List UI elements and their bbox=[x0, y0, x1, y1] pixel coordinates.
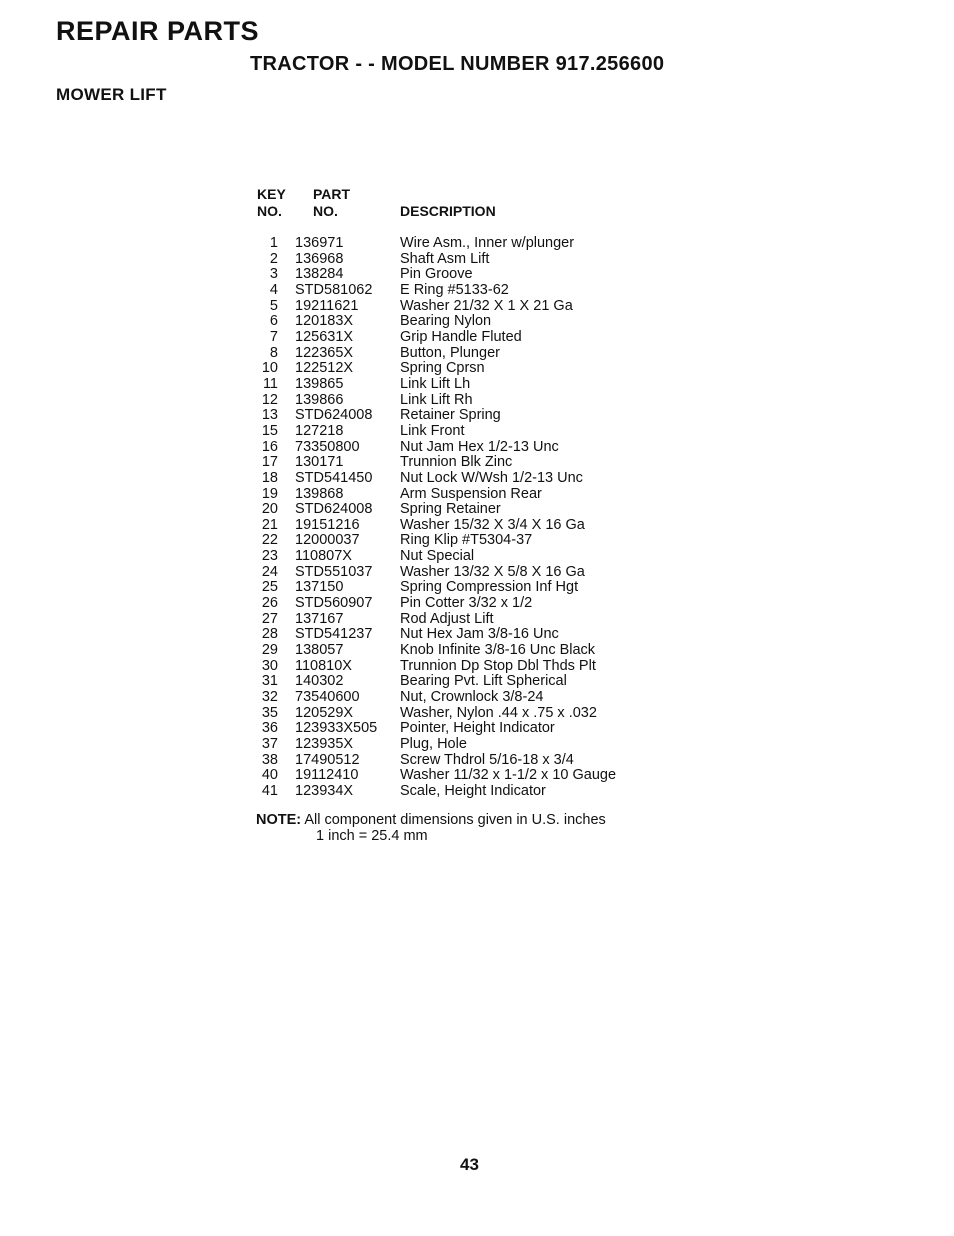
part-no-cell: 140302 bbox=[295, 673, 344, 690]
key-no-cell: 8 bbox=[269, 344, 278, 361]
description-cell: Arm Suspension Rear bbox=[400, 485, 542, 502]
description-cell: Nut Lock W/Wsh 1/2-13 Unc bbox=[400, 469, 583, 486]
key-no-cell: 36 bbox=[261, 720, 278, 737]
table-row bbox=[255, 627, 616, 643]
table-row bbox=[255, 487, 616, 503]
part-no-cell: 73540600 bbox=[295, 689, 360, 706]
table-row bbox=[255, 549, 616, 565]
description-cell: Washer 21/32 X 1 X 21 Ga bbox=[400, 297, 573, 314]
part-no-cell: 123934X bbox=[295, 782, 354, 799]
description-cell: Scale, Height Indicator bbox=[400, 782, 546, 799]
part-no-cell: 138284 bbox=[295, 266, 344, 283]
table-row bbox=[255, 612, 616, 628]
part-header-line2: NO. bbox=[313, 203, 338, 219]
description-cell: Washer 11/32 x 1-1/2 x 10 Gauge bbox=[400, 767, 617, 784]
page-number: 43 bbox=[460, 1155, 479, 1174]
section-title: MOWER LIFT bbox=[56, 85, 167, 104]
part-no-cell: 139866 bbox=[295, 391, 344, 408]
note-line2: 1 inch = 25.4 mm bbox=[316, 828, 428, 844]
part-no-cell: 138057 bbox=[295, 642, 344, 659]
part-no-cell: STD551037 bbox=[295, 563, 373, 580]
table-row bbox=[255, 674, 616, 690]
key-no-cell: 41 bbox=[261, 782, 278, 799]
table-row bbox=[255, 518, 616, 534]
parts-table bbox=[255, 236, 616, 800]
key-header-line2: NO. bbox=[257, 203, 282, 219]
key-no-cell: 38 bbox=[261, 751, 278, 768]
key-no-cell: 22 bbox=[261, 532, 278, 549]
key-no-cell: 19 bbox=[261, 485, 278, 502]
part-no-cell: 127218 bbox=[295, 422, 344, 439]
description-cell: Wire Asm., Inner w/plunger bbox=[400, 235, 575, 251]
part-header-line1: PART bbox=[313, 186, 351, 202]
part-no-cell: 139868 bbox=[295, 485, 344, 502]
table-row bbox=[255, 533, 616, 549]
part-no-cell: 120183X bbox=[295, 313, 354, 330]
part-no-cell: 123935X bbox=[295, 736, 354, 752]
key-no-cell: 21 bbox=[261, 516, 278, 533]
part-no-cell: STD624008 bbox=[295, 407, 373, 424]
description-cell: Spring Compression Inf Hgt bbox=[400, 579, 579, 596]
table-row bbox=[255, 737, 616, 753]
table-row bbox=[255, 314, 616, 330]
part-no-cell: 122365X bbox=[295, 344, 354, 361]
description-cell: Rod Adjust Lift bbox=[400, 610, 494, 627]
description-cell: Washer, Nylon .44 x .75 x .032 bbox=[400, 704, 597, 721]
part-no-cell: 130171 bbox=[295, 454, 344, 471]
part-no-cell: STD624008 bbox=[295, 501, 373, 518]
table-row bbox=[255, 393, 616, 409]
table-row bbox=[255, 471, 616, 487]
part-no-cell: STD560907 bbox=[295, 595, 373, 612]
part-no-cell: 125631X bbox=[295, 328, 354, 345]
key-no-cell: 18 bbox=[261, 469, 278, 486]
table-row bbox=[255, 455, 616, 471]
description-cell: Shaft Asm Lift bbox=[400, 250, 490, 267]
part-no-cell: STD541450 bbox=[295, 469, 373, 486]
part-no-cell: 19112410 bbox=[295, 767, 359, 784]
description-cell: Washer 13/32 X 5/8 X 16 Ga bbox=[400, 563, 585, 580]
key-no-cell: 24 bbox=[261, 563, 278, 580]
description-cell: Bearing Nylon bbox=[400, 313, 492, 330]
key-no-cell: 3 bbox=[269, 266, 278, 283]
key-no-cell: 25 bbox=[261, 579, 278, 596]
description-cell: Washer 15/32 X 3/4 X 16 Ga bbox=[400, 516, 585, 533]
description-cell: Nut, Crownlock 3/8-24 bbox=[400, 689, 544, 706]
key-no-cell: 16 bbox=[261, 438, 278, 455]
table-row bbox=[255, 283, 616, 299]
table-row bbox=[255, 690, 616, 706]
part-no-cell: 136971 bbox=[295, 235, 344, 251]
key-no-cell: 10 bbox=[261, 360, 278, 377]
description-cell: Button, Plunger bbox=[400, 344, 500, 361]
part-no-cell: 122512X bbox=[295, 360, 354, 377]
part-no-cell: 139865 bbox=[295, 375, 344, 392]
table-row bbox=[255, 753, 616, 769]
note-block bbox=[256, 812, 606, 844]
table-row bbox=[255, 424, 616, 440]
description-cell: Trunnion Dp Stop Dbl Thds Plt bbox=[400, 657, 596, 674]
table-row bbox=[255, 721, 616, 737]
description-cell: E Ring #5133-62 bbox=[400, 281, 509, 298]
table-row bbox=[255, 580, 616, 596]
part-no-cell: STD541237 bbox=[295, 626, 373, 643]
description-cell: Link Front bbox=[400, 422, 465, 439]
description-cell: Link Lift Lh bbox=[400, 375, 471, 392]
key-no-cell: 20 bbox=[261, 501, 278, 518]
part-no-cell: 123933X505 bbox=[295, 720, 378, 737]
table-row bbox=[255, 565, 616, 581]
note-label: NOTE: bbox=[256, 812, 302, 828]
description-cell: Pin Groove bbox=[400, 266, 473, 283]
key-no-cell: 32 bbox=[261, 689, 278, 706]
key-no-cell: 5 bbox=[269, 297, 278, 314]
table-row bbox=[255, 440, 616, 456]
table-row bbox=[255, 768, 616, 784]
key-no-cell: 29 bbox=[261, 642, 278, 659]
table-row bbox=[255, 706, 616, 722]
part-no-cell: 120529X bbox=[295, 704, 354, 721]
page-title: REPAIR PARTS bbox=[56, 16, 260, 46]
key-no-cell: 37 bbox=[261, 736, 278, 752]
table-row bbox=[255, 236, 616, 252]
part-no-cell: 19211621 bbox=[295, 297, 359, 314]
part-no-cell: STD581062 bbox=[295, 281, 373, 298]
key-no-cell: 7 bbox=[269, 328, 278, 345]
description-cell: Trunnion Blk Zinc bbox=[400, 454, 513, 471]
key-no-cell: 27 bbox=[261, 610, 278, 627]
part-no-cell: 136968 bbox=[295, 250, 344, 267]
description-cell: Nut Hex Jam 3/8-16 Unc bbox=[400, 626, 559, 643]
key-no-cell: 6 bbox=[269, 313, 278, 330]
key-no-cell: 4 bbox=[269, 281, 278, 298]
model-subtitle: TRACTOR - - MODEL NUMBER 917.256600 bbox=[250, 53, 665, 75]
description-cell: Spring Cprsn bbox=[400, 360, 485, 377]
key-no-cell: 2 bbox=[269, 250, 278, 267]
description-cell: Nut Jam Hex 1/2-13 Unc bbox=[400, 438, 559, 455]
part-no-cell: 137167 bbox=[295, 610, 344, 627]
description-cell: Link Lift Rh bbox=[400, 391, 473, 408]
part-no-cell: 110807X bbox=[295, 548, 352, 565]
key-no-cell: 17 bbox=[261, 454, 278, 471]
key-header-line1: KEY bbox=[257, 186, 286, 202]
key-no-cell: 30 bbox=[261, 657, 278, 674]
description-cell: Retainer Spring bbox=[400, 407, 501, 424]
description-cell: Spring Retainer bbox=[400, 501, 501, 518]
part-no-cell: 17490512 bbox=[295, 751, 360, 768]
key-no-cell: 28 bbox=[261, 626, 278, 643]
description-cell: Screw Thdrol 5/16-18 x 3/4 bbox=[400, 751, 574, 768]
table-row bbox=[255, 502, 616, 518]
table-row bbox=[255, 361, 616, 377]
key-no-cell: 1 bbox=[269, 235, 278, 251]
table-row bbox=[255, 377, 616, 393]
key-no-cell: 13 bbox=[261, 407, 278, 424]
description-cell: Bearing Pvt. Lift Spherical bbox=[400, 673, 567, 690]
table-row bbox=[255, 267, 616, 283]
part-no-cell: 73350800 bbox=[295, 438, 360, 455]
key-no-cell: 12 bbox=[261, 391, 278, 408]
part-no-cell: 12000037 bbox=[295, 532, 360, 549]
part-no-cell: 137150 bbox=[295, 579, 344, 596]
key-no-cell: 35 bbox=[261, 704, 278, 721]
part-no-cell: 19151216 bbox=[295, 516, 360, 533]
table-row bbox=[255, 643, 616, 659]
key-no-cell: 31 bbox=[261, 673, 278, 690]
table-row bbox=[255, 408, 616, 424]
key-no-cell: 15 bbox=[261, 422, 278, 439]
note-line1: All component dimensions given in U.S. inches bbox=[304, 812, 606, 828]
table-row bbox=[255, 596, 616, 612]
table-row bbox=[255, 252, 616, 268]
description-cell: Grip Handle Fluted bbox=[400, 328, 522, 345]
key-no-cell: 40 bbox=[261, 767, 278, 784]
description-cell: Pointer, Height Indicator bbox=[400, 720, 555, 737]
description-header: DESCRIPTION bbox=[400, 203, 496, 219]
table-row bbox=[255, 784, 616, 800]
table-row bbox=[255, 330, 616, 346]
description-cell: Ring Klip #T5304-37 bbox=[400, 532, 533, 549]
description-cell: Plug, Hole bbox=[400, 736, 467, 752]
description-cell: Pin Cotter 3/32 x 1/2 bbox=[400, 595, 533, 612]
key-no-cell: 23 bbox=[261, 548, 278, 565]
table-row bbox=[255, 299, 616, 315]
table-row bbox=[255, 346, 616, 362]
key-no-cell: 11 bbox=[262, 375, 278, 392]
key-no-header bbox=[257, 186, 286, 220]
description-cell: Knob Infinite 3/8-16 Unc Black bbox=[400, 642, 596, 659]
description-cell: Nut Special bbox=[400, 548, 475, 565]
part-no-header bbox=[313, 186, 350, 220]
table-row bbox=[255, 659, 616, 675]
key-no-cell: 26 bbox=[261, 595, 278, 612]
parts-table-body bbox=[255, 236, 616, 800]
part-no-cell: 110810X bbox=[295, 657, 352, 674]
